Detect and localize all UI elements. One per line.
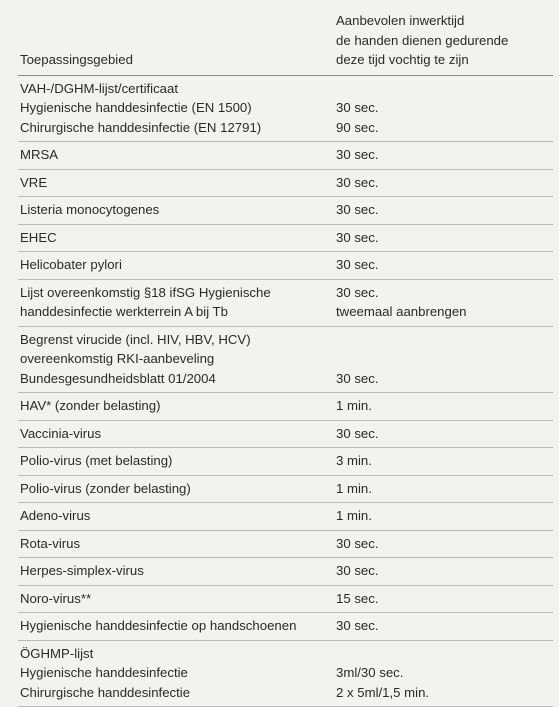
contact-time [336, 503, 553, 531]
application-area-line: Bundesgesundheidsblatt 01/2004 [20, 370, 216, 386]
contact-time [336, 585, 553, 613]
table-header-row [18, 8, 553, 75]
application-area [18, 169, 336, 197]
contact-time-line: 30 sec. [336, 425, 379, 441]
contact-time-line: 30 sec. [336, 618, 379, 633]
table-row [18, 503, 553, 531]
application-area-line: Vaccinia-virus [20, 425, 102, 441]
application-area-line: Hygienische handdesinfectie [20, 665, 188, 680]
application-area-line: Helicobater pylori [20, 257, 122, 272]
contact-time-line: 2 x 5ml/1,5 min. [336, 684, 430, 700]
application-area-line: Herpes-simplex-virus [20, 563, 144, 578]
contact-time-line: 30 sec. [336, 100, 379, 115]
contact-time-line: 1 min. [336, 508, 372, 523]
contact-time [336, 224, 553, 252]
application-area-line: MRSA [20, 147, 59, 162]
contact-time-line: 30 sec. [336, 535, 379, 551]
table-row [18, 448, 553, 476]
application-area [18, 224, 336, 252]
contact-time [336, 169, 553, 197]
contact-time-line: 3 min. [336, 453, 372, 468]
application-area [18, 585, 336, 613]
application-area-line: Adeno-virus [20, 508, 91, 523]
contact-time [336, 142, 553, 170]
contact-time-line: 30 sec. [336, 563, 379, 578]
application-area-line: Noro-virus** [20, 590, 92, 606]
table-row [18, 279, 553, 326]
application-area [18, 142, 336, 170]
header-area-label: Toepassingsgebied [20, 52, 133, 67]
contact-time-line: 30 sec. [336, 202, 379, 217]
table-row [18, 475, 553, 503]
header-time-line: Aanbevolen inwerktijd [336, 13, 465, 28]
application-area-line: Rota-virus [20, 535, 81, 551]
contact-time [336, 613, 553, 641]
contact-time [336, 530, 553, 558]
contact-time-line: 90 sec. [336, 119, 379, 135]
contact-time [336, 252, 553, 280]
table-row [18, 224, 553, 252]
contact-time-line: 30 sec. [336, 147, 379, 162]
contact-time [336, 393, 553, 421]
contact-time-line: 30 sec. [336, 284, 379, 300]
table-row [18, 326, 553, 393]
contact-time-line: 1 min. [336, 480, 372, 496]
contact-time [336, 279, 553, 326]
contact-time-line: 1 min. [336, 398, 372, 413]
contact-time [336, 197, 553, 225]
application-area [18, 613, 336, 641]
table-row [18, 613, 553, 641]
contact-time [336, 75, 553, 142]
application-area [18, 640, 336, 707]
application-area [18, 503, 336, 531]
application-area-line: HAV* (zonder belasting) [20, 398, 161, 413]
application-area-line: Polio-virus (zonder belasting) [20, 480, 191, 496]
application-area-line: Lijst overeenkomstig §18 ifSG Hygienische [20, 284, 271, 300]
contact-time-line: tweemaal aanbrengen [336, 304, 467, 319]
application-area-line: VRE [20, 174, 48, 190]
table-row [18, 530, 553, 558]
contact-time [336, 558, 553, 586]
application-area [18, 530, 336, 558]
application-area [18, 558, 336, 586]
application-area-line: Polio-virus (met belasting) [20, 453, 173, 468]
application-area [18, 475, 336, 503]
table-row [18, 558, 553, 586]
contact-time [336, 640, 553, 707]
header-area [18, 8, 336, 75]
table-row [18, 393, 553, 421]
application-area [18, 279, 336, 326]
application-area [18, 197, 336, 225]
contact-time-line: 30 sec. [336, 174, 379, 190]
application-area-line: Chirurgische handdesinfectie (EN 12791) [20, 119, 262, 135]
header-time-line: de handen dienen gedurende [336, 32, 509, 48]
contact-time [336, 420, 553, 448]
contact-time-line: 30 sec. [336, 229, 379, 245]
table-row [18, 142, 553, 170]
contact-time [336, 326, 553, 393]
table-row [18, 252, 553, 280]
disinfection-times-table [18, 8, 553, 707]
contact-time [336, 475, 553, 503]
table-row [18, 197, 553, 225]
contact-time-line: 3ml/30 sec. [336, 665, 404, 680]
table-row [18, 420, 553, 448]
table-row [18, 75, 553, 142]
header-time [336, 8, 553, 75]
header-time-line: deze tijd vochtig te zijn [336, 52, 469, 67]
application-area [18, 75, 336, 142]
application-area [18, 326, 336, 393]
application-area-line: Hygienische handdesinfectie op handschoenen [20, 618, 297, 633]
contact-time-line: 30 sec. [336, 370, 379, 386]
table-row [18, 169, 553, 197]
application-area [18, 448, 336, 476]
application-area [18, 420, 336, 448]
application-area-line: VAH-/DGHM-lijst/certificaat [20, 80, 179, 96]
table-row [18, 640, 553, 707]
application-area-line: EHEC [20, 229, 57, 245]
application-area-line: Hygienische handdesinfectie (EN 1500) [20, 100, 252, 115]
application-area [18, 393, 336, 421]
application-area-line: Listeria monocytogenes [20, 202, 160, 217]
application-area-line: ÖGHMP-lijst [20, 645, 94, 661]
application-area [18, 252, 336, 280]
contact-time [336, 448, 553, 476]
application-area-line: Begrenst virucide (incl. HIV, HBV, HCV) [20, 331, 251, 347]
application-area-line: overeenkomstig RKI-aanbeveling [20, 351, 215, 366]
application-area-line: Chirurgische handdesinfectie [20, 684, 191, 700]
application-area-line: handdesinfectie werkterrein A bij Tb [20, 304, 228, 319]
contact-time-line: 30 sec. [336, 257, 379, 272]
contact-time-line: 15 sec. [336, 590, 379, 606]
table-row [18, 585, 553, 613]
